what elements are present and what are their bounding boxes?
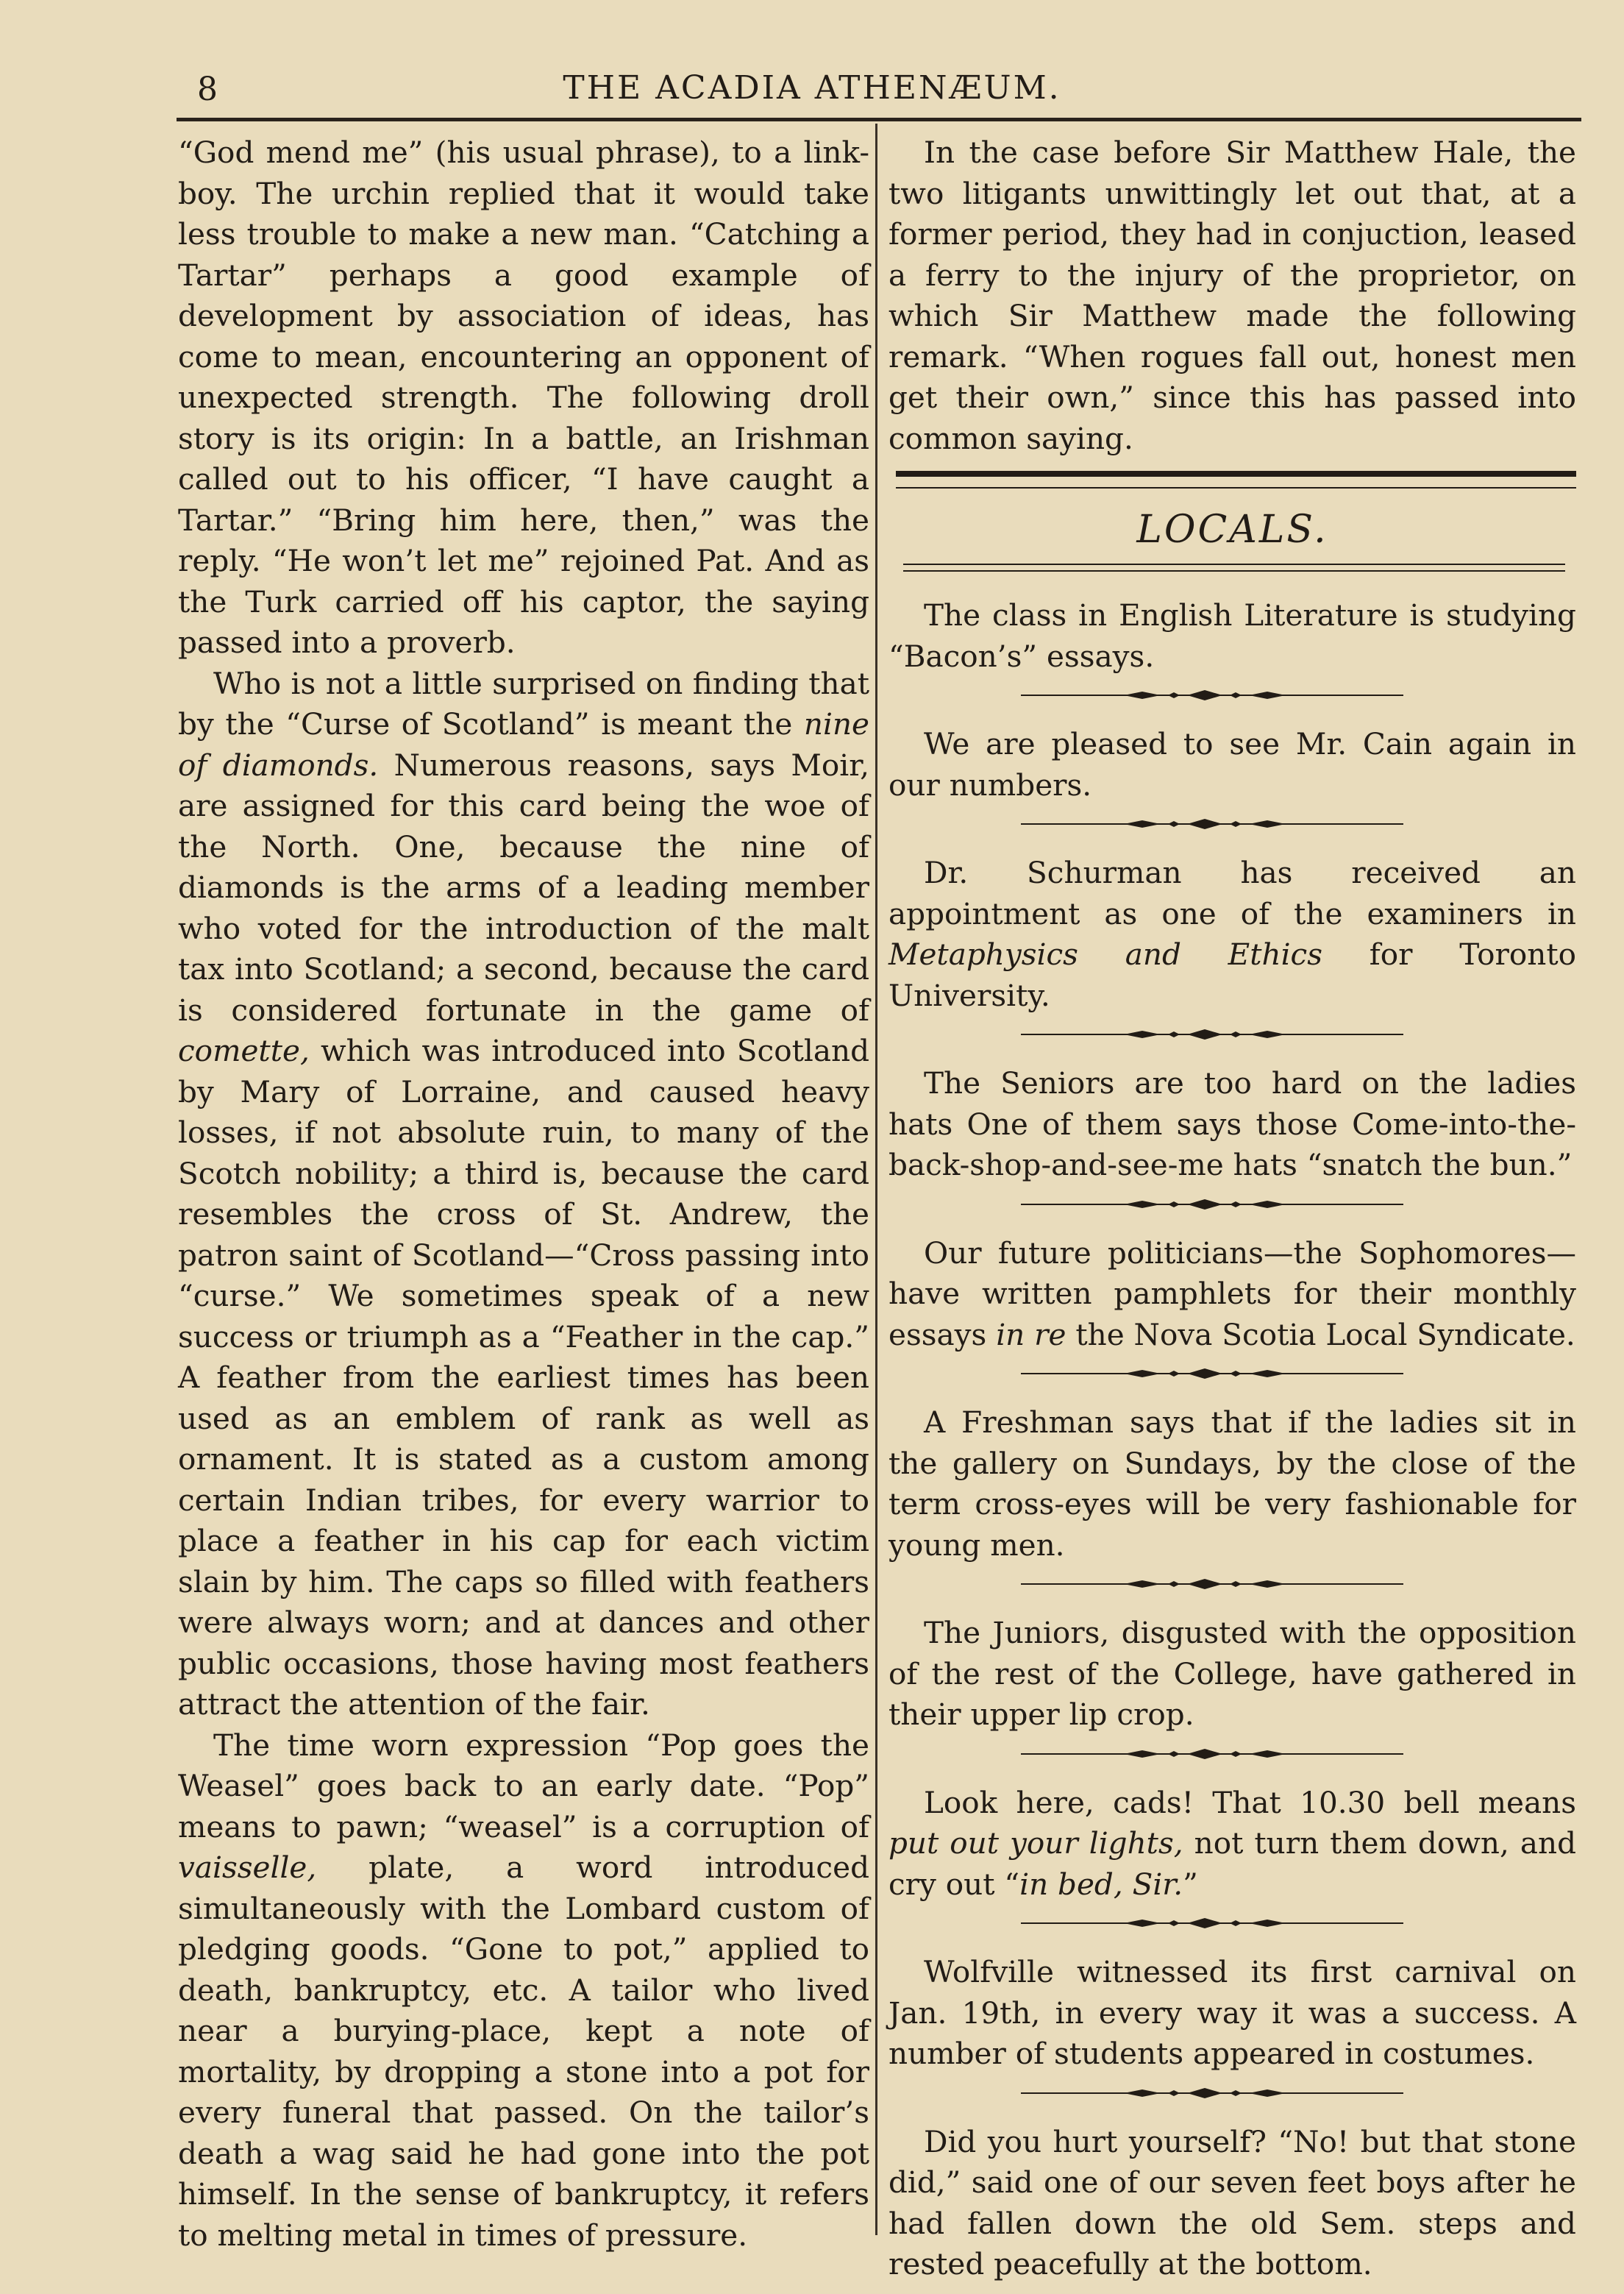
local-item: Did you hurt yourself? “No! but that stone did,” said one of our seven feet boys after he had fallen down the old Sem. steps and rested peacefully at the bottom.: [888, 2123, 1576, 2281]
masthead-title: THE ACADIA ATHENÆUM.: [563, 69, 1061, 107]
left-column: [178, 132, 869, 2256]
ornament-divider: [888, 1573, 1576, 1597]
ornament-divider: [888, 1193, 1576, 1217]
local-item: Wolfville witnessed its first carnival on Jan. 19th, in every way it was a success. A number of students appeared in costumes.: [888, 1954, 1576, 2071]
locals-heading: LOCALS.: [1136, 508, 1328, 552]
local-item: Dr. Schurman has received an appointment as one of the examiners in Metaphysics and Ethics for Toronto University.: [888, 855, 1576, 1013]
ornament-divider-icon: [1021, 2085, 1403, 2101]
ornament-divider: [888, 1912, 1576, 1936]
locals-heading-rule: [903, 564, 1565, 572]
emphasis-nine-of-diamonds: nine of diamonds.: [178, 706, 869, 783]
ornament-divider-icon: [1021, 1196, 1403, 1212]
local-item: Our future politicians—the Sophomores—have written pamphlets for their monthly essays in re the Nova Scotia Local Syndicate.: [888, 1235, 1576, 1352]
local-item: Look here, cads! That 10.30 bell means put out your lights, not turn them down, and cry out “in bed, Sir.”: [888, 1784, 1577, 1902]
ornament-divider: [888, 1743, 1576, 1766]
ornament-divider: [888, 2082, 1576, 2106]
page-number: 8: [197, 71, 218, 108]
ornament-divider: [888, 684, 1576, 708]
ornament-divider-icon: [1021, 816, 1403, 832]
paragraph-curse-of-scotland: Who is not a little surprised on finding that by the “Curse of Scotland” is meant the nine of diamonds. Numerous reasons, says Moir, are assigned for this card being the woe of the North. One, because the nine of diamonds is the arms of a leading member who voted for the introduction of the malt tax into Scotland; a second, because the card is considered fortunate in the game of comette, which was introduced into Scotland by Mary of Lorraine, and caused heavy losses, if not absolute ruin, to many of the Scotch nobility; a third is, because the card resembles the cross of St. Andrew, the patron saint of Scotland—“Cross passing into “curse.” We sometimes speak of a new success or triumph as a “Feather in the cap.” A feather from the earliest times has been used as an emblem of rank as well as ornament. It is stated as a custom among certain Indian tribes, for every warrior to place a feather in his cap for each victim slain by him. The caps so filled with feathers were always worn; and at dances and other public occasions, those having most feathers attract the attention of the fair.: [178, 665, 869, 1722]
emphasis-vaisselle: vaisselle,: [178, 1850, 317, 1885]
paragraph-pop-goes-the-weasel: The time worn expression “Pop goes the Weasel” goes back to an early date. “Pop” means to pawn; “weasel” is a corruption of vaisselle, plate, a word introduced simultaneously with the Lombard custom of pledging goods. “Gone to pot,” applied to death, bankruptcy, etc. A tailor who lived near a burying-place, kept a note of mortality, by dropping a stone into a pot for every funeral that passed. On the tailor’s death a wag said he had gone into the pot himself. In the sense of bankruptcy, it refers to melting metal in times of pressure.: [178, 1727, 869, 2253]
ornament-divider-icon: [1021, 1915, 1403, 1931]
ornament-divider-icon: [1021, 1746, 1403, 1762]
ornament-divider-icon: [1021, 1026, 1403, 1043]
local-item: A Freshman says that if the ladies sit in the gallery on Sundays, by the close of the term cross-eyes will be very fashionable for young men.: [888, 1405, 1576, 1563]
header-rule: [177, 118, 1581, 121]
local-item: The Juniors, disgusted with the opposition of the rest of the College, have gathered in their upper lip crop.: [888, 1615, 1576, 1732]
emphasis-comette: comette,: [178, 1033, 310, 1068]
right-column: [888, 132, 1576, 2285]
paragraph-matthew-hale: In the case before Sir Matthew Hale, the two litigants unwittingly let out that, at a former period, they had in conjuction, leased a ferry to the injury of the proprietor, on which Sir Matthew made the following remark. “When rogues fall out, honest men get their own,” since this has passed into common saying.: [888, 135, 1576, 456]
local-item: The Seniors are too hard on the ladies hats One of them says those Come-into-the-back-shop-and-see-me hats “snatch the bun.”: [888, 1065, 1576, 1182]
emphasis-metaphysics: Metaphysics and Ethics: [888, 937, 1322, 972]
emphasis-in-bed-sir: in bed, Sir.: [1019, 1866, 1183, 1902]
emphasis-put-out-your-lights: put out your lights,: [888, 1825, 1183, 1861]
paragraph-link-boy: “God mend me” (his usual phrase), to a link-boy. The urchin replied that it would take less trouble to make a new man. “Catching a Tartar” perhaps a good example of development by association of ideas, has come to mean, encountering an opponent of unexpected strength. The following droll story is its origin: In a battle, an Irishman called out to his officer, “I have caught a Tartar.” “Bring him here, then,” was the reply. “He won’t let me” rejoined Pat. And as the Turk carried off his captor, the saying passed into a proverb.: [178, 135, 869, 660]
ornament-divider: [888, 1023, 1576, 1047]
local-item: We are pleased to see Mr. Cain again in our numbers.: [888, 726, 1576, 803]
emphasis-in-re: in re: [996, 1316, 1066, 1352]
ornament-divider: [888, 813, 1576, 837]
ornament-divider-icon: [1021, 1576, 1403, 1592]
column-divider: [875, 124, 877, 2235]
section-rule: [896, 471, 1576, 489]
ornament-divider: [888, 1363, 1576, 1386]
ornament-divider-icon: [1021, 687, 1403, 703]
ornament-divider-icon: [1021, 1366, 1403, 1382]
local-item: The class in English Literature is studying “Bacon’s” essays.: [888, 597, 1576, 674]
